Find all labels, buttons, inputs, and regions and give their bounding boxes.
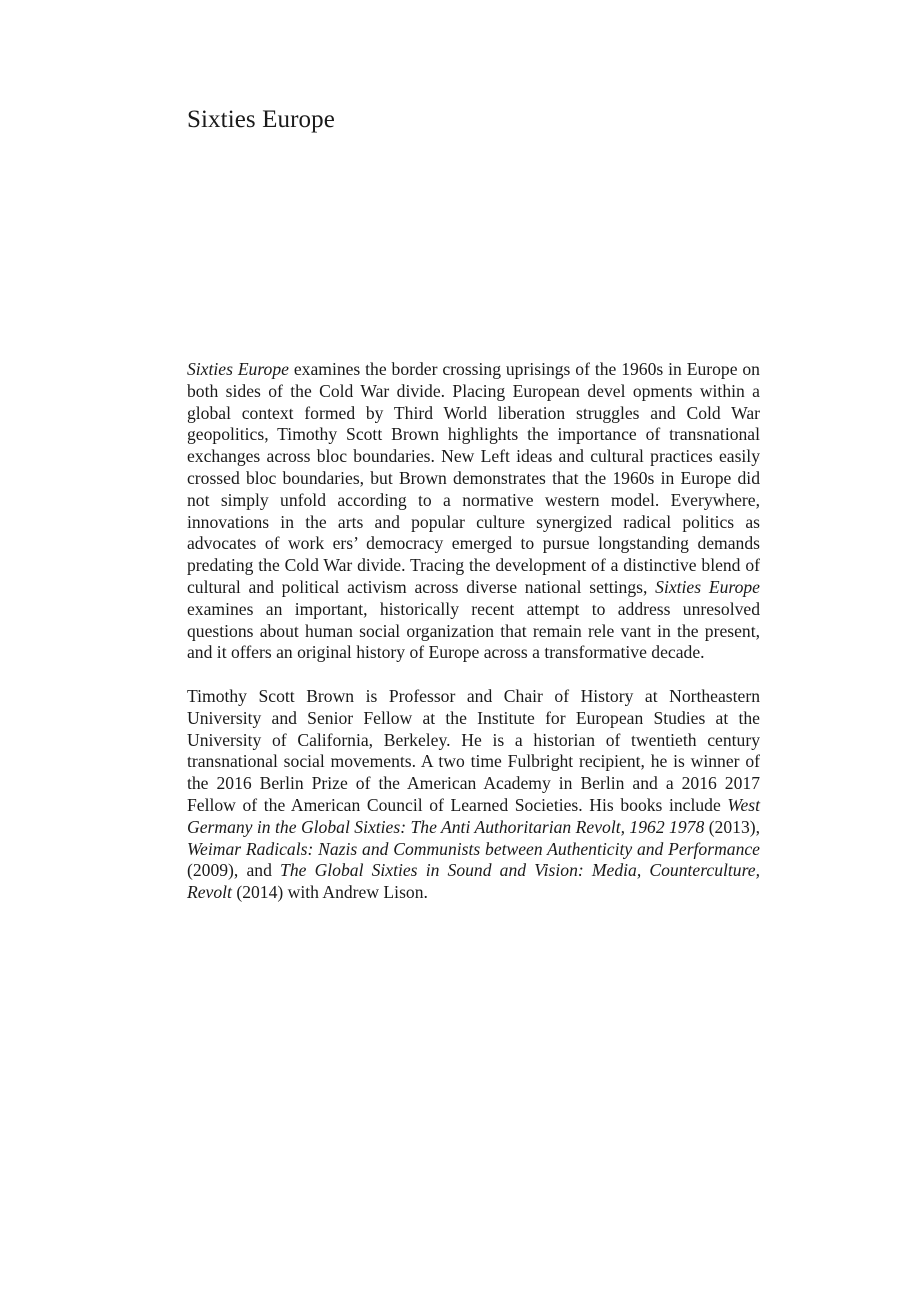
book-title-italic: Weimar Radicals: Nazis and Communists between Authenticity and Performance [187, 838, 760, 859]
bio-text: Timothy Scott Brown is Professor and Chair of History at Northeastern University and Senior Fellow at the Institute for European Studies at the University of California, Berkeley. He is a historian of twentieth century transnational social movements. A two time Fulbright recipient, he is winner of the 2016 Berlin Prize of the American Academy in Berlin and a 2016 2017 Fellow of the American Council of Learned Societies. His books include [187, 685, 760, 815]
bio-text: (2013), [704, 816, 760, 837]
book-blurb [187, 359, 760, 904]
title-italic: Sixties Europe [655, 576, 760, 597]
book-title: Sixties Europe [187, 106, 335, 133]
bio-text: (2014) with Andrew Lison. [231, 882, 428, 903]
bio-text: (2009), and [187, 860, 281, 881]
description-paragraph [187, 359, 760, 664]
title-italic: Sixties Europe [187, 359, 289, 379]
book-title-italic: West Germany in the Global Sixties: The Anti Authoritarian Revolt, 1962 1978 [187, 794, 760, 837]
description-text: examines the border crossing uprisings of the 1960s in Europe on both sides of the Cold War divide. Placing European devel opments within a global context formed by Third World liberation struggles and Cold War geopolitics, Timothy Scott Brown highlights the importance of transnational exchanges across bloc boundaries. New Left ideas and cultural practices easily crossed bloc boundaries, but Brown demonstrates that the 1960s in Europe did not simply unfold according to a normative western model. Everywhere, innovations in the arts and popular culture synergized radical politics as advocates of work ers’ democracy emerged to pursue longstanding demands predating the Cold War divide. Tracing the development of a distinctive blend of cultural and political activism across diverse national settings, [187, 359, 760, 597]
description-text: examines an important, historically recent attempt to address unresolved questions about human social organization that remain rele vant in the present, and it offers an original history of Europe across a transformative decade. [187, 598, 760, 663]
book-title-italic: The Global Sixties in Sound and Vision: Media, Counterculture, Revolt [187, 860, 760, 903]
author-bio-paragraph [187, 686, 760, 904]
